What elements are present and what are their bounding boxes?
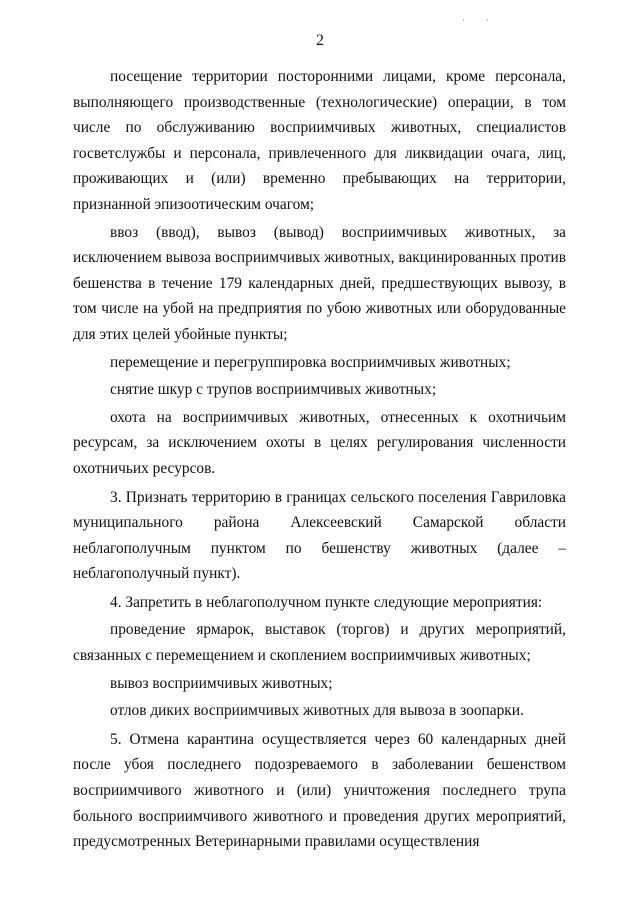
paragraph-item-3: 3. Признать территорию в границах сельского поселения Гавриловка муниципального района Алексеевский Самарской области неблагополучным пунктом по бешенству животных (далее – неблагополучный пункт).	[73, 488, 566, 583]
document-body	[73, 64, 566, 857]
paragraph-visitor-restriction: посещение территории посторонними лицами, кроме персонала, выполняющего производственные (технологические) операции, в том числе по обслуживанию восприимчивых животных, специалистов госветслужбы и персонала, привлеченного для ликвидации очага, лиц, проживающих и (или) временно пребывающих на территории, признанной эпизоотическим очагом;	[73, 68, 566, 213]
paragraph-hunting: охота на восприимчивых животных, отнесенных к охотничьим ресурсам, за исключением охоты в целях регулирования численности охотничьих ресурсов.	[73, 408, 566, 477]
paragraph-skinning: снятие шкур с трупов восприимчивых животных;	[110, 381, 437, 399]
paragraph-export-animals: вывоз восприимчивых животных;	[110, 674, 333, 692]
paragraph-item-5: 5. Отмена карантина осуществляется через 60 календарных дней после убоя последнего подозреваемого в заболевании бешенством восприимчивого животного и (или) уничтожения последнего трупа больного восприимчивого животного и проведения других мероприятий, предусмотренных Ветеринарными правилами осуществления	[73, 730, 566, 851]
scan-specks: ' '	[463, 18, 498, 27]
paragraph-item-4: 4. Запретить в неблагополучном пункте следующие мероприятия:	[110, 593, 543, 611]
paragraph-import-export: ввоз (ввод), вывоз (вывод) восприимчивых животных, за исключением вывоза восприимчивых животных, вакцинированных против бешенства в течение 179 календарных дней, предшествующих вывозу, в том числе на убой на предприятия по убою животных или оборудованные для этих целей убойные пункты;	[73, 223, 566, 343]
page-number: 2	[316, 32, 324, 49]
paragraph-capture: отлов диких восприимчивых животных для вывоза в зоопарки.	[110, 702, 524, 720]
paragraph-movement: перемещение и перегруппировка восприимчивых животных;	[110, 353, 511, 371]
paragraph-fairs: проведение ярмарок, выставок (торгов) и других мероприятий, связанных с перемещением и скоплением восприимчивых животных;	[73, 621, 566, 665]
